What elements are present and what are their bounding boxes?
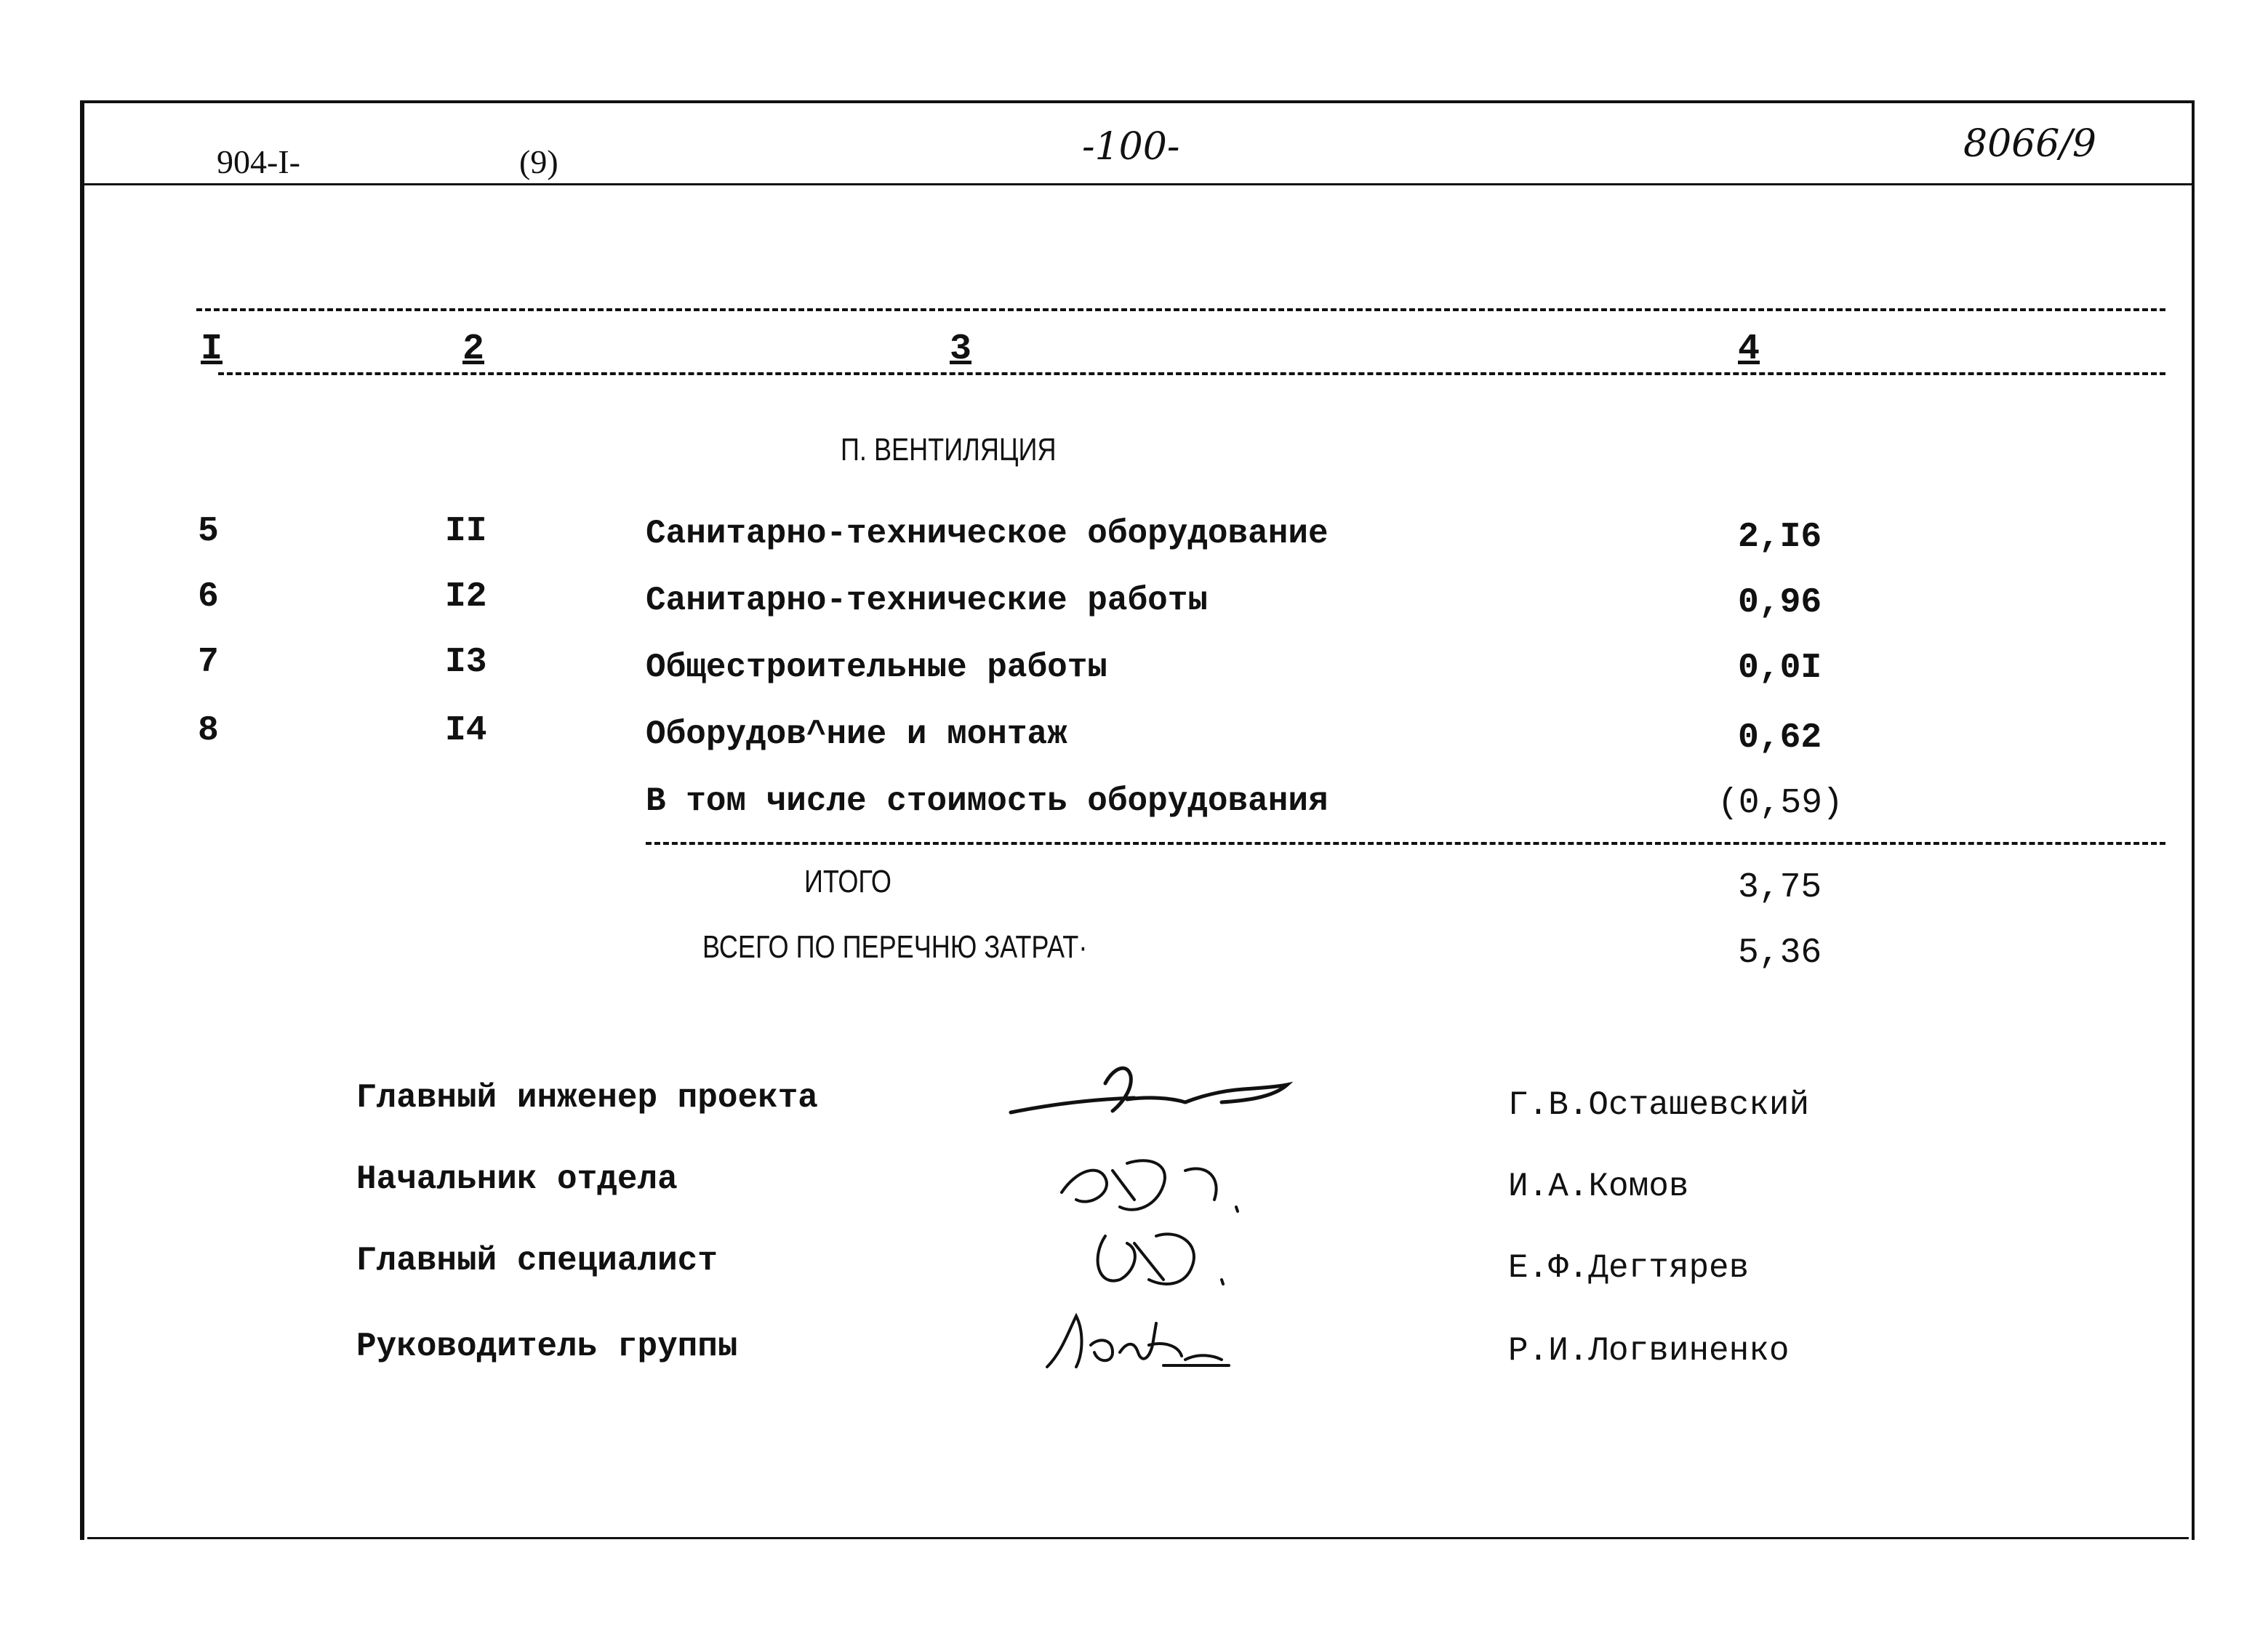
signatory-name: Р.И.Логвиненко bbox=[1508, 1332, 1790, 1370]
signatory-role: Руководитель группы bbox=[356, 1328, 738, 1365]
column-number-2: 2 bbox=[462, 329, 485, 370]
inventory-number: 8066/9 bbox=[1963, 122, 2096, 166]
signature-chief-engineer bbox=[1003, 1054, 1294, 1134]
signatory-name: Г.В.Осташевский bbox=[1508, 1086, 1810, 1124]
column-number-3: 3 bbox=[950, 329, 972, 370]
row-code: II bbox=[445, 512, 487, 551]
signature-group-leader bbox=[1033, 1301, 1251, 1381]
signatory-role: Главный специалист bbox=[356, 1242, 718, 1280]
row-name: Оборудов^ние и монтаж bbox=[646, 715, 1067, 753]
row-value: 0,62 bbox=[1738, 718, 1822, 758]
signatory-role: Начальник отдела bbox=[356, 1160, 678, 1198]
column-header-dashed-rule bbox=[218, 372, 2165, 375]
table-top-dashed-rule bbox=[196, 308, 2165, 311]
row-name: Санитарно-техническое оборудование bbox=[646, 515, 1329, 553]
row-code: I4 bbox=[445, 711, 487, 750]
equipment-note-value: (0,59) bbox=[1718, 784, 1843, 823]
row-number: 6 bbox=[198, 577, 219, 617]
total-dashed-rule bbox=[646, 842, 2165, 845]
row-number: 8 bbox=[198, 711, 219, 750]
section-title: П. ВЕНТИЛЯЦИЯ bbox=[841, 432, 1057, 468]
signature-department-head bbox=[1047, 1149, 1265, 1229]
total-value: 3,75 bbox=[1738, 868, 1822, 907]
grand-total-value: 5,36 bbox=[1738, 934, 1822, 973]
signatory-name: И.А.Комов bbox=[1508, 1168, 1689, 1205]
row-value: 2,I6 bbox=[1738, 518, 1822, 557]
document-issue: (9) bbox=[519, 143, 558, 180]
page-number: -100- bbox=[1082, 125, 1180, 169]
grand-total-label: ВСЕГО ПО ПЕРЕЧНЮ ЗАТРАТ· bbox=[702, 929, 1088, 965]
document-series: 904-I- bbox=[217, 143, 300, 180]
row-value: 0,0I bbox=[1738, 649, 1822, 688]
equipment-note-label: В том числе стоимость оборудования bbox=[646, 782, 1329, 820]
signatory-name: Е.Ф.Дегтярев bbox=[1508, 1249, 1750, 1287]
total-label: ИТОГО bbox=[804, 864, 892, 899]
row-number: 5 bbox=[198, 512, 219, 551]
column-number-1: I bbox=[201, 329, 223, 370]
row-code: I2 bbox=[445, 577, 487, 617]
row-name: Общестроительные работы bbox=[646, 649, 1107, 686]
signatory-role: Главный инженер проекта bbox=[356, 1079, 818, 1117]
row-code: I3 bbox=[445, 643, 487, 682]
row-value: 0,96 bbox=[1738, 583, 1822, 622]
frame-bottom-border bbox=[87, 1537, 2189, 1539]
row-name: Санитарно-технические работы bbox=[646, 582, 1208, 619]
frame-left-border bbox=[80, 100, 84, 1540]
row-number: 7 bbox=[198, 643, 219, 682]
signature-chief-specialist bbox=[1083, 1221, 1251, 1301]
frame-right-border bbox=[2192, 100, 2195, 1540]
header-divider bbox=[80, 183, 2195, 185]
frame-top-border bbox=[80, 100, 2195, 103]
column-number-4: 4 bbox=[1738, 329, 1760, 370]
